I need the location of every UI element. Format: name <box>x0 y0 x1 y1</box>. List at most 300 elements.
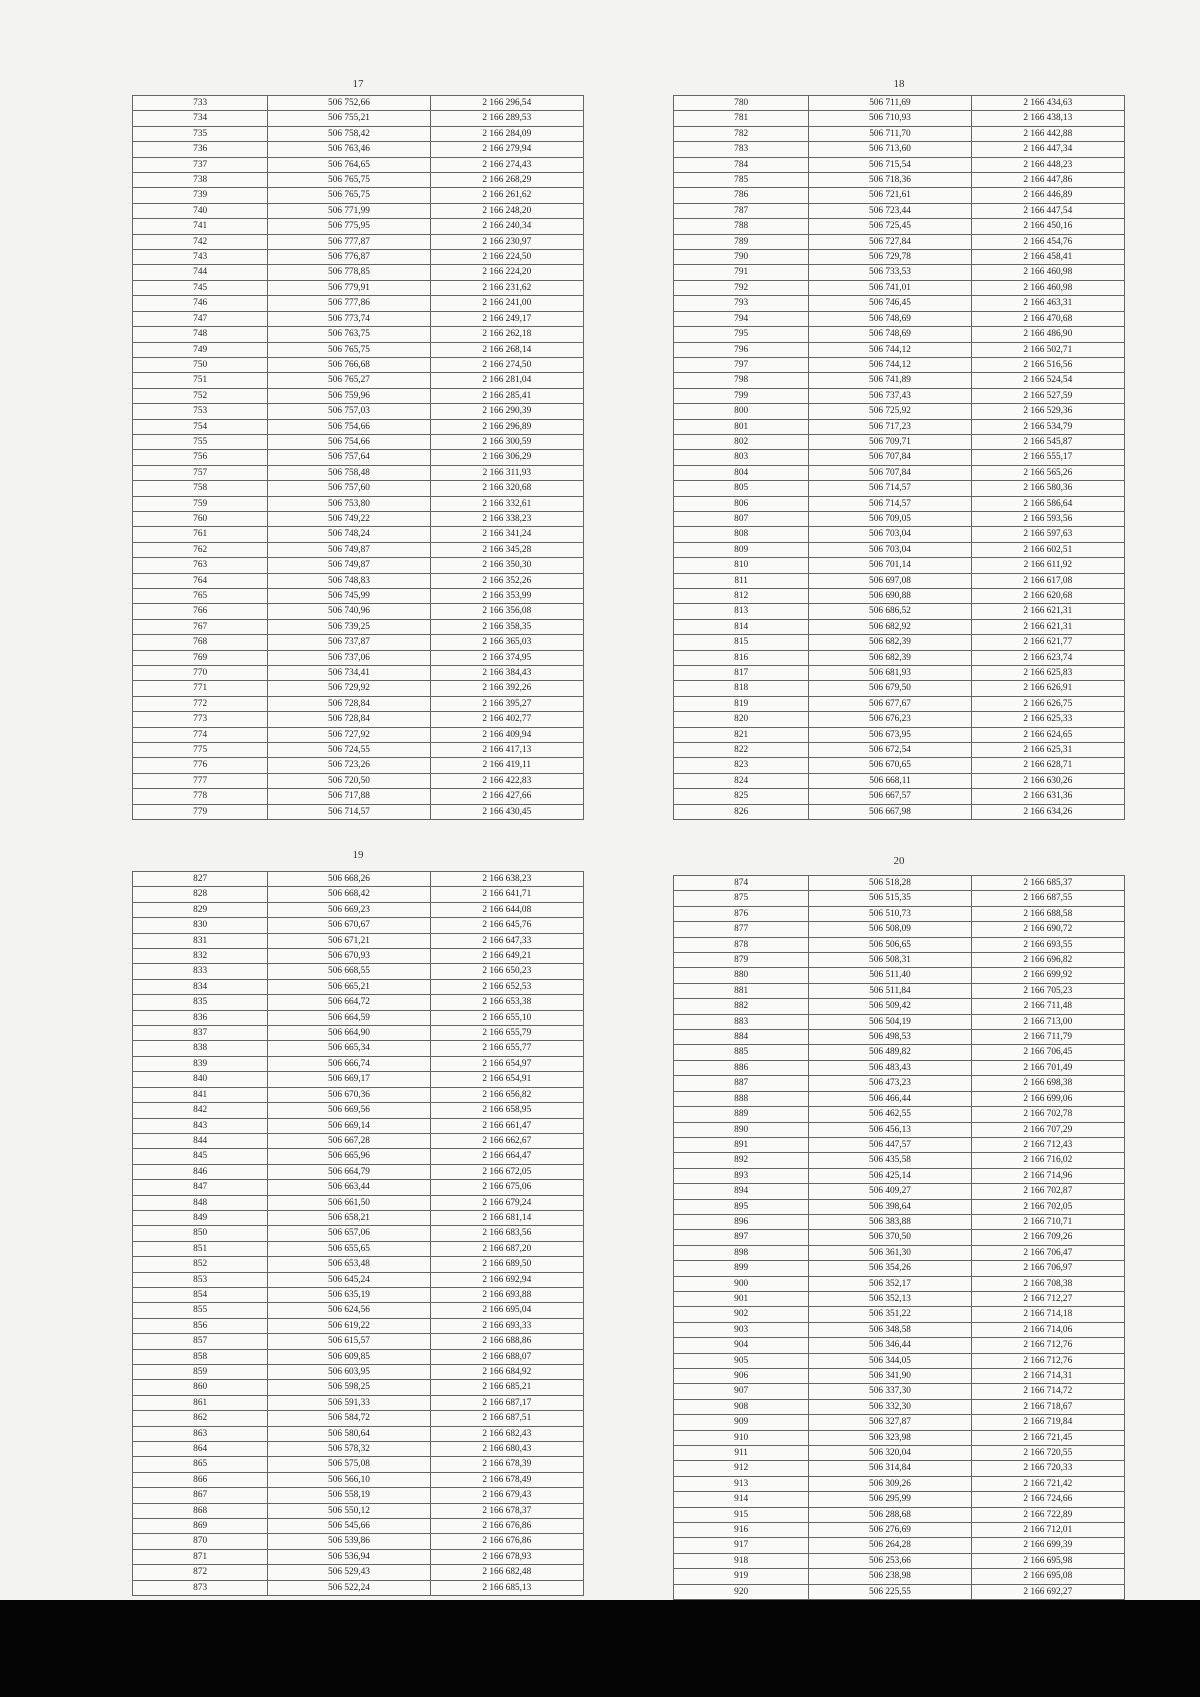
table-row <box>133 773 584 788</box>
y-coordinate: 2 166 699,06 <box>971 1091 1124 1106</box>
y-coordinate: 2 166 502,71 <box>971 342 1124 357</box>
table-row <box>133 589 584 604</box>
x-coordinate: 506 733,53 <box>809 265 971 280</box>
y-coordinate: 2 166 721,42 <box>971 1476 1124 1491</box>
x-coordinate: 506 661,50 <box>268 1195 430 1210</box>
y-coordinate: 2 166 285,41 <box>430 388 583 403</box>
x-coordinate: 506 346,44 <box>809 1338 971 1353</box>
y-coordinate: 2 166 628,71 <box>971 758 1124 773</box>
x-coordinate: 506 670,36 <box>268 1087 430 1102</box>
table-row <box>133 1149 584 1164</box>
point-number: 798 <box>674 373 809 388</box>
point-number: 839 <box>133 1056 268 1071</box>
x-coordinate: 506 667,98 <box>809 804 971 819</box>
point-number: 861 <box>133 1395 268 1410</box>
x-coordinate: 506 498,53 <box>809 1030 971 1045</box>
y-coordinate: 2 166 458,41 <box>971 250 1124 265</box>
table-row <box>133 1087 584 1102</box>
x-coordinate: 506 725,92 <box>809 404 971 419</box>
y-coordinate: 2 166 624,65 <box>971 727 1124 742</box>
y-coordinate: 2 166 447,54 <box>971 203 1124 218</box>
x-coordinate: 506 710,93 <box>809 111 971 126</box>
x-coordinate: 506 578,32 <box>268 1442 430 1457</box>
table-row <box>133 949 584 964</box>
y-coordinate: 2 166 654,97 <box>430 1056 583 1071</box>
x-coordinate: 506 749,87 <box>268 558 430 573</box>
y-coordinate: 2 166 711,48 <box>971 999 1124 1014</box>
y-coordinate: 2 166 655,77 <box>430 1041 583 1056</box>
point-number: 919 <box>674 1569 809 1584</box>
x-coordinate: 506 314,84 <box>809 1461 971 1476</box>
x-coordinate: 506 669,23 <box>268 902 430 917</box>
point-number: 813 <box>674 604 809 619</box>
x-coordinate: 506 370,50 <box>809 1230 971 1245</box>
table-row <box>133 1010 584 1025</box>
point-number: 872 <box>133 1565 268 1580</box>
x-coordinate: 506 740,96 <box>268 604 430 619</box>
x-coordinate: 506 758,42 <box>268 126 430 141</box>
x-coordinate: 506 238,98 <box>809 1569 971 1584</box>
table-row <box>133 666 584 681</box>
point-number: 845 <box>133 1149 268 1164</box>
point-number: 894 <box>674 1184 809 1199</box>
point-number: 905 <box>674 1353 809 1368</box>
point-number: 864 <box>133 1442 268 1457</box>
x-coordinate: 506 668,11 <box>809 773 971 788</box>
table-row <box>133 511 584 526</box>
x-coordinate: 506 755,21 <box>268 111 430 126</box>
table-row <box>674 743 1125 758</box>
y-coordinate: 2 166 279,94 <box>430 142 583 157</box>
x-coordinate: 506 264,28 <box>809 1538 971 1553</box>
point-number: 837 <box>133 1026 268 1041</box>
point-number: 832 <box>133 949 268 964</box>
y-coordinate: 2 166 714,06 <box>971 1322 1124 1337</box>
table-row <box>674 142 1125 157</box>
x-coordinate: 506 773,74 <box>268 311 430 326</box>
table-row <box>674 527 1125 542</box>
table-row <box>133 373 584 388</box>
x-coordinate: 506 462,55 <box>809 1107 971 1122</box>
table-row <box>674 1384 1125 1399</box>
y-coordinate: 2 166 662,67 <box>430 1133 583 1148</box>
table-row <box>133 758 584 773</box>
point-number: 739 <box>133 188 268 203</box>
point-number: 790 <box>674 250 809 265</box>
point-number: 843 <box>133 1118 268 1133</box>
point-number: 761 <box>133 527 268 542</box>
table-row <box>133 1318 584 1333</box>
table-row <box>133 804 584 819</box>
x-coordinate: 506 383,88 <box>809 1214 971 1229</box>
y-coordinate: 2 166 631,36 <box>971 789 1124 804</box>
table-row <box>133 96 584 111</box>
point-number: 914 <box>674 1492 809 1507</box>
point-number: 760 <box>133 511 268 526</box>
y-coordinate: 2 166 448,23 <box>971 157 1124 172</box>
point-number: 753 <box>133 404 268 419</box>
point-number: 851 <box>133 1241 268 1256</box>
table-row <box>133 404 584 419</box>
x-coordinate: 506 724,55 <box>268 743 430 758</box>
table-row <box>674 983 1125 998</box>
x-coordinate: 506 777,86 <box>268 296 430 311</box>
y-coordinate: 2 166 384,43 <box>430 666 583 681</box>
y-coordinate: 2 166 356,08 <box>430 604 583 619</box>
point-number: 879 <box>674 953 809 968</box>
table-row <box>133 203 584 218</box>
y-coordinate: 2 166 683,56 <box>430 1226 583 1241</box>
x-coordinate: 506 748,69 <box>809 327 971 342</box>
table-row <box>133 1164 584 1179</box>
table-row <box>674 1584 1125 1599</box>
y-coordinate: 2 166 634,26 <box>971 804 1124 819</box>
x-coordinate: 506 748,24 <box>268 527 430 542</box>
table-row <box>674 635 1125 650</box>
x-coordinate: 506 734,41 <box>268 666 430 681</box>
table-row <box>133 188 584 203</box>
y-coordinate: 2 166 720,55 <box>971 1446 1124 1461</box>
point-number: 868 <box>133 1503 268 1518</box>
y-coordinate: 2 166 625,83 <box>971 666 1124 681</box>
y-coordinate: 2 166 454,76 <box>971 234 1124 249</box>
point-number: 794 <box>674 311 809 326</box>
y-coordinate: 2 166 240,34 <box>430 219 583 234</box>
point-number: 920 <box>674 1584 809 1599</box>
x-coordinate: 506 748,69 <box>809 311 971 326</box>
point-number: 893 <box>674 1168 809 1183</box>
x-coordinate: 506 225,55 <box>809 1584 971 1599</box>
table-row <box>674 327 1125 342</box>
y-coordinate: 2 166 417,13 <box>430 743 583 758</box>
x-coordinate: 506 511,40 <box>809 968 971 983</box>
x-coordinate: 506 765,75 <box>268 188 430 203</box>
point-number: 907 <box>674 1384 809 1399</box>
point-number: 830 <box>133 918 268 933</box>
point-number: 795 <box>674 327 809 342</box>
x-coordinate: 506 744,12 <box>809 342 971 357</box>
y-coordinate: 2 166 676,86 <box>430 1519 583 1534</box>
point-number: 863 <box>133 1426 268 1441</box>
table-row <box>133 1580 584 1595</box>
table-row <box>133 296 584 311</box>
point-number: 817 <box>674 666 809 681</box>
table-row <box>674 388 1125 403</box>
point-number: 768 <box>133 635 268 650</box>
table-row <box>674 280 1125 295</box>
y-coordinate: 2 166 602,51 <box>971 542 1124 557</box>
table-row <box>133 1334 584 1349</box>
point-number: 755 <box>133 434 268 449</box>
y-coordinate: 2 166 261,62 <box>430 188 583 203</box>
y-coordinate: 2 166 365,03 <box>430 635 583 650</box>
y-coordinate: 2 166 712,27 <box>971 1291 1124 1306</box>
x-coordinate: 506 703,04 <box>809 527 971 542</box>
table-row <box>674 1538 1125 1553</box>
x-coordinate: 506 727,92 <box>268 727 430 742</box>
y-coordinate: 2 166 712,76 <box>971 1338 1124 1353</box>
point-number: 896 <box>674 1214 809 1229</box>
table-row <box>674 481 1125 496</box>
x-coordinate: 506 754,66 <box>268 434 430 449</box>
x-coordinate: 506 711,69 <box>809 96 971 111</box>
y-coordinate: 2 166 679,24 <box>430 1195 583 1210</box>
point-number: 741 <box>133 219 268 234</box>
x-coordinate: 506 575,08 <box>268 1457 430 1472</box>
x-coordinate: 506 707,84 <box>809 465 971 480</box>
y-coordinate: 2 166 698,38 <box>971 1076 1124 1091</box>
point-number: 772 <box>133 696 268 711</box>
table-row <box>133 219 584 234</box>
coordinate-table <box>673 875 1125 1600</box>
x-coordinate: 506 682,39 <box>809 650 971 665</box>
x-coordinate: 506 669,17 <box>268 1072 430 1087</box>
point-number: 737 <box>133 157 268 172</box>
table-row <box>674 1415 1125 1430</box>
point-number: 776 <box>133 758 268 773</box>
x-coordinate: 506 763,46 <box>268 142 430 157</box>
y-coordinate: 2 166 707,29 <box>971 1122 1124 1137</box>
y-coordinate: 2 166 580,36 <box>971 481 1124 496</box>
point-number: 908 <box>674 1399 809 1414</box>
y-coordinate: 2 166 678,49 <box>430 1472 583 1487</box>
point-number: 759 <box>133 496 268 511</box>
x-coordinate: 506 667,57 <box>809 789 971 804</box>
x-coordinate: 506 677,67 <box>809 696 971 711</box>
x-coordinate: 506 536,94 <box>268 1549 430 1564</box>
y-coordinate: 2 166 281,04 <box>430 373 583 388</box>
point-number: 797 <box>674 357 809 372</box>
point-number: 871 <box>133 1549 268 1564</box>
page-number: 20 <box>893 855 905 867</box>
point-number: 770 <box>133 666 268 681</box>
y-coordinate: 2 166 696,82 <box>971 953 1124 968</box>
scan-bottom-border <box>0 1600 1200 1697</box>
y-coordinate: 2 166 645,76 <box>430 918 583 933</box>
point-number: 884 <box>674 1030 809 1045</box>
x-coordinate: 506 728,84 <box>268 696 430 711</box>
x-coordinate: 506 729,92 <box>268 681 430 696</box>
y-coordinate: 2 166 274,43 <box>430 157 583 172</box>
x-coordinate: 506 753,80 <box>268 496 430 511</box>
x-coordinate: 506 473,23 <box>809 1076 971 1091</box>
table-row <box>674 1569 1125 1584</box>
x-coordinate: 506 721,61 <box>809 188 971 203</box>
y-coordinate: 2 166 597,63 <box>971 527 1124 542</box>
point-number: 903 <box>674 1322 809 1337</box>
point-number: 834 <box>133 979 268 994</box>
point-number: 809 <box>674 542 809 557</box>
table-row <box>674 357 1125 372</box>
table-row <box>674 1461 1125 1476</box>
table-row <box>674 1399 1125 1414</box>
y-coordinate: 2 166 699,39 <box>971 1538 1124 1553</box>
y-coordinate: 2 166 625,31 <box>971 743 1124 758</box>
table-row <box>674 465 1125 480</box>
point-number: 762 <box>133 542 268 557</box>
table-row <box>133 933 584 948</box>
point-number: 904 <box>674 1338 809 1353</box>
table-row <box>133 1426 584 1441</box>
x-coordinate: 506 703,04 <box>809 542 971 557</box>
x-coordinate: 506 697,08 <box>809 573 971 588</box>
table-row <box>133 1103 584 1118</box>
table-row <box>674 953 1125 968</box>
point-number: 829 <box>133 902 268 917</box>
y-coordinate: 2 166 422,83 <box>430 773 583 788</box>
point-number: 757 <box>133 465 268 480</box>
point-number: 814 <box>674 619 809 634</box>
y-coordinate: 2 166 695,04 <box>430 1303 583 1318</box>
y-coordinate: 2 166 527,59 <box>971 388 1124 403</box>
point-number: 852 <box>133 1257 268 1272</box>
y-coordinate: 2 166 688,07 <box>430 1349 583 1364</box>
point-number: 824 <box>674 773 809 788</box>
page-number: 19 <box>352 849 364 861</box>
y-coordinate: 2 166 649,21 <box>430 949 583 964</box>
point-number: 771 <box>133 681 268 696</box>
x-coordinate: 506 615,57 <box>268 1334 430 1349</box>
y-coordinate: 2 166 593,56 <box>971 511 1124 526</box>
table-row <box>133 126 584 141</box>
point-number: 734 <box>133 111 268 126</box>
y-coordinate: 2 166 701,49 <box>971 1060 1124 1075</box>
y-coordinate: 2 166 289,53 <box>430 111 583 126</box>
y-coordinate: 2 166 684,92 <box>430 1365 583 1380</box>
point-number: 788 <box>674 219 809 234</box>
table-row <box>133 280 584 295</box>
point-number: 740 <box>133 203 268 218</box>
y-coordinate: 2 166 409,94 <box>430 727 583 742</box>
y-coordinate: 2 166 262,18 <box>430 327 583 342</box>
y-coordinate: 2 166 626,91 <box>971 681 1124 696</box>
point-number: 859 <box>133 1365 268 1380</box>
y-coordinate: 2 166 682,43 <box>430 1426 583 1441</box>
table-row <box>133 1180 584 1195</box>
y-coordinate: 2 166 655,79 <box>430 1026 583 1041</box>
point-number: 756 <box>133 450 268 465</box>
table-row <box>133 1411 584 1426</box>
table-row <box>133 1303 584 1318</box>
y-coordinate: 2 166 486,90 <box>971 327 1124 342</box>
y-coordinate: 2 166 296,54 <box>430 96 583 111</box>
table-row <box>674 188 1125 203</box>
y-coordinate: 2 166 720,33 <box>971 1461 1124 1476</box>
x-coordinate: 506 741,89 <box>809 373 971 388</box>
y-coordinate: 2 166 626,75 <box>971 696 1124 711</box>
x-coordinate: 506 518,28 <box>809 876 971 891</box>
point-number: 745 <box>133 280 268 295</box>
y-coordinate: 2 166 693,88 <box>430 1287 583 1302</box>
table-row <box>133 234 584 249</box>
table-row <box>674 373 1125 388</box>
x-coordinate: 506 752,66 <box>268 96 430 111</box>
x-coordinate: 506 624,56 <box>268 1303 430 1318</box>
x-coordinate: 506 676,23 <box>809 712 971 727</box>
table-row <box>674 203 1125 218</box>
table-row <box>674 1338 1125 1353</box>
table-row <box>674 1184 1125 1199</box>
table-row <box>133 1380 584 1395</box>
table-row <box>674 1045 1125 1060</box>
table-row <box>133 995 584 1010</box>
x-coordinate: 506 509,42 <box>809 999 971 1014</box>
table-row <box>133 1349 584 1364</box>
point-number: 780 <box>674 96 809 111</box>
point-number: 836 <box>133 1010 268 1025</box>
point-number: 915 <box>674 1507 809 1522</box>
point-number: 807 <box>674 511 809 526</box>
table-row <box>674 758 1125 773</box>
table-row <box>674 804 1125 819</box>
table-row <box>674 1014 1125 1029</box>
table-row <box>133 1133 584 1148</box>
y-coordinate: 2 166 706,97 <box>971 1261 1124 1276</box>
x-coordinate: 506 352,17 <box>809 1276 971 1291</box>
table-row <box>674 1168 1125 1183</box>
x-coordinate: 506 679,50 <box>809 681 971 696</box>
point-number: 892 <box>674 1153 809 1168</box>
y-coordinate: 2 166 638,23 <box>430 872 583 887</box>
coordinate-page-20 <box>673 855 1125 1597</box>
table-row <box>674 1353 1125 1368</box>
y-coordinate: 2 166 685,21 <box>430 1380 583 1395</box>
point-number: 816 <box>674 650 809 665</box>
y-coordinate: 2 166 438,13 <box>971 111 1124 126</box>
x-coordinate: 506 713,60 <box>809 142 971 157</box>
x-coordinate: 506 398,64 <box>809 1199 971 1214</box>
y-coordinate: 2 166 722,89 <box>971 1507 1124 1522</box>
table-row <box>133 1365 584 1380</box>
x-coordinate: 506 584,72 <box>268 1411 430 1426</box>
point-number: 812 <box>674 589 809 604</box>
y-coordinate: 2 166 374,95 <box>430 650 583 665</box>
table-row <box>133 1226 584 1241</box>
table-row <box>133 481 584 496</box>
y-coordinate: 2 166 620,68 <box>971 589 1124 604</box>
point-number: 873 <box>133 1580 268 1595</box>
table-row <box>133 604 584 619</box>
y-coordinate: 2 166 446,89 <box>971 188 1124 203</box>
point-number: 775 <box>133 743 268 758</box>
table-row <box>133 743 584 758</box>
x-coordinate: 506 667,28 <box>268 1133 430 1148</box>
x-coordinate: 506 682,92 <box>809 619 971 634</box>
table-row <box>133 1118 584 1133</box>
point-number: 796 <box>674 342 809 357</box>
x-coordinate: 506 671,21 <box>268 933 430 948</box>
y-coordinate: 2 166 274,50 <box>430 357 583 372</box>
table-row <box>674 906 1125 921</box>
y-coordinate: 2 166 702,78 <box>971 1107 1124 1122</box>
point-number: 789 <box>674 234 809 249</box>
y-coordinate: 2 166 224,20 <box>430 265 583 280</box>
table-row <box>133 887 584 902</box>
x-coordinate: 506 737,87 <box>268 635 430 650</box>
point-number: 865 <box>133 1457 268 1472</box>
table-row <box>674 157 1125 172</box>
y-coordinate: 2 166 460,98 <box>971 280 1124 295</box>
point-number: 799 <box>674 388 809 403</box>
y-coordinate: 2 166 680,43 <box>430 1442 583 1457</box>
point-number: 889 <box>674 1107 809 1122</box>
table-row <box>133 388 584 403</box>
table-row <box>133 727 584 742</box>
table-row <box>674 496 1125 511</box>
y-coordinate: 2 166 434,63 <box>971 96 1124 111</box>
x-coordinate: 506 668,55 <box>268 964 430 979</box>
y-coordinate: 2 166 654,91 <box>430 1072 583 1087</box>
